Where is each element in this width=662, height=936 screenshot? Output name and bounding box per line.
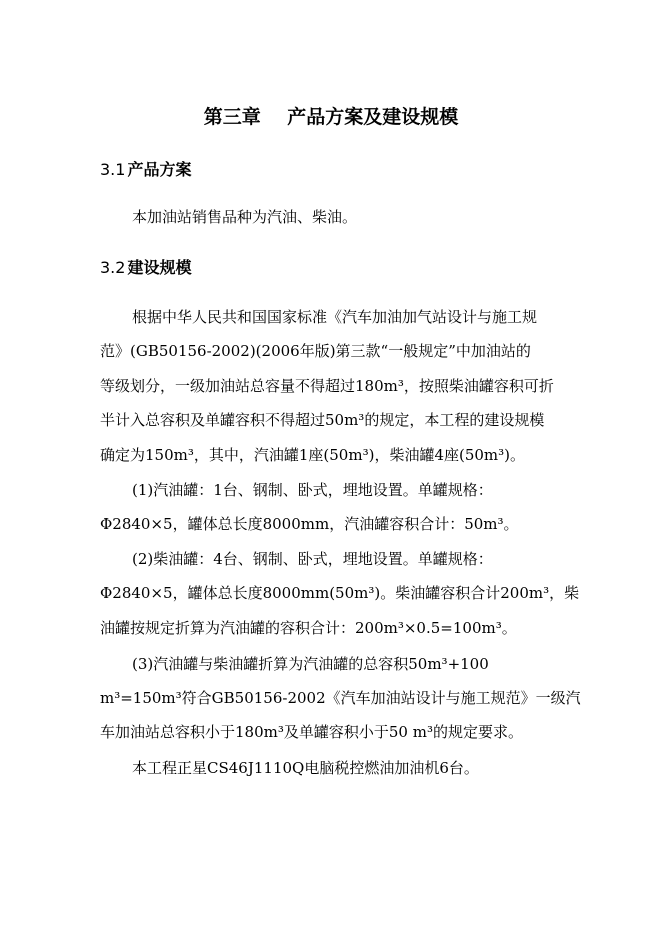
section-title: 产品方案	[127, 160, 192, 179]
chapter-title: 第三章 产品方案及建设规模	[203, 106, 459, 128]
paragraph-line: 车加油站总容积小于180m³及单罐容积小于50 m³的规定要求。	[100, 723, 523, 741]
paragraph-line: Φ2840×5，罐体总长度8000mm，汽油罐容积合计：50m³。	[100, 515, 519, 533]
paragraph-line: Φ2840×5，罐体总长度8000mm(50m³)。柴油罐容积合计200m³，柴	[100, 584, 580, 602]
paragraph-line: (2)柴油罐：4台、钢制、卧式，埋地设置。单罐规格：	[132, 550, 493, 568]
paragraph-line: 半计入总容积及单罐容积不得超过50m³的规定，本工程的建设规模	[100, 411, 545, 429]
paragraph-line: 范》(GB50156-2002)(2006年版)第三款“一般规定”中加油站的	[100, 342, 531, 360]
section-number: 3.1	[100, 160, 126, 179]
paragraph-line: m³=150m³符合GB50156-2002《汽车加油站设计与施工规范》一级汽	[100, 689, 581, 707]
paragraph-line: 等级划分，一级加油站总容量不得超过180m³，按照柴油罐容积可折	[100, 377, 554, 395]
paragraph-line: 本工程正星CS46J1110Q电脑税控燃油加油机6台。	[132, 759, 479, 777]
paragraph-line: (1)汽油罐：1台、钢制、卧式，埋地设置。单罐规格：	[132, 481, 493, 499]
paragraph-line: (3)汽油罐与柴油罐折算为汽油罐的总容积50m³+100	[132, 655, 489, 673]
section-heading-3-1	[100, 159, 191, 181]
section-heading-3-2	[100, 257, 191, 279]
paragraph-line: 确定为150m³，其中，汽油罐1座(50m³)，柴油罐4座(50m³)。	[100, 446, 526, 464]
section-title: 建设规模	[127, 258, 192, 277]
section-number: 3.2	[100, 258, 126, 277]
paragraph-line: 油罐按规定折算为汽油罐的容积合计：200m³×0.5=100m³。	[100, 619, 517, 637]
paragraph-line: 本加油站销售品种为汽油、柴油。	[132, 208, 358, 226]
paragraph-line: 根据中华人民共和国国家标准《汽车加油加气站设计与施工规	[132, 308, 538, 326]
